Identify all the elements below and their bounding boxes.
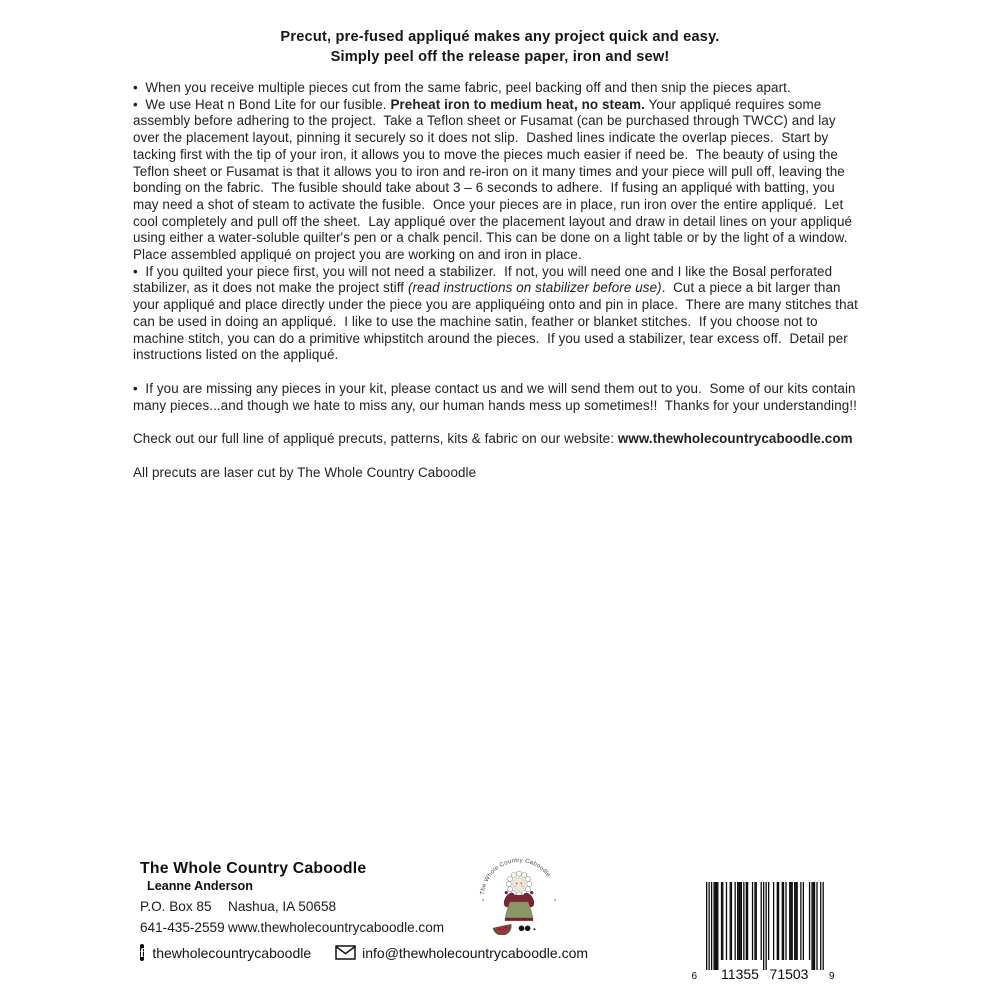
- arc-end-dot-left: [482, 899, 484, 901]
- text-segment: • We use Heat n Bond Lite for our fusible.: [133, 96, 391, 112]
- text-segment: Preheat iron to medium heat, no steam.: [390, 96, 646, 112]
- bullet-snip-pieces: [133, 80, 864, 97]
- phone-website-row: [140, 920, 500, 935]
- social-row: [140, 944, 589, 961]
- email-icon: [335, 945, 356, 960]
- doll-figure: [493, 871, 536, 935]
- website-url: www.thewholecountrycaboodle.com: [228, 920, 445, 935]
- barcode-number-system: 6: [691, 971, 697, 982]
- doll-dress: [505, 902, 533, 921]
- doll-face: [513, 878, 526, 891]
- company-logo: [477, 855, 561, 935]
- upc-barcode: [682, 882, 840, 982]
- text-segment: www.thewholecountrycaboodle.com: [617, 431, 853, 447]
- po-box: P.O. Box 85: [140, 899, 212, 914]
- text-segment: • If you quilted your piece first, you will not need a stabilizer. If not, you will need one and I like the Bosal perforated stabilizer, as it does not make the project stiff: [133, 263, 836, 296]
- bullet-missing-pieces: [133, 381, 864, 414]
- address-row: [140, 899, 500, 914]
- text-segment: Check out our full line of appliqué precuts, patterns, kits & fabric on our website:: [133, 431, 618, 447]
- text-segment: All precuts are laser cut by The Whole Country Caboodle: [133, 465, 477, 481]
- tagline-line2: Simply peel off the release paper, iron and sew!: [330, 49, 670, 65]
- text-segment: • When you receive multiple pieces cut from the same fabric, peel backing off and then snip the pieces apart.: [133, 80, 791, 95]
- barcode-left-digits: 11355: [721, 966, 759, 982]
- doll-shoe-right: [525, 926, 531, 932]
- laser-cut-line: [133, 465, 864, 482]
- bullet-fusible-instructions: [133, 97, 864, 264]
- instructions-text: [133, 80, 864, 482]
- logo-arc-text: The Whole Country Caboodle: [479, 856, 552, 896]
- phone-number: 641-435-2559: [140, 920, 225, 935]
- arc-end-dot-right: [554, 899, 556, 901]
- text-segment: • If you are missing any pieces in your kit, please contact us and we will send them out to you. Some of our kits contain many pieces...and though we hate to miss any, our human hands mess up sometimes!! Thanks for your understanding!!: [133, 380, 860, 413]
- dot-accent: [534, 928, 536, 930]
- contact-block: [140, 860, 589, 961]
- email-address: info@thewholecountrycaboodle.com: [362, 944, 589, 961]
- text-segment: Your appliqué requires some assembly before adhering to the project. Take a Teflon sheet or Fusamat (can be purchased through TWCC) and lay over the placement layout, pinning it securely so it does not slip. Dashed lines indicate the overlap pieces. Start by tacking first with the tip of your iron, it allows you to move the pieces much easier if need be. The beauty of using the Teflon sheet or Fusamat is that it allows you to iron and re-iron on it many times and your piece will pull off, leaving the bonding on the fabric. The fusible should take about 3 – 6 seconds to adhere. If fusing an appliqué with batting, you may need a shot of steam to activate the fusible. Once your pieces are in place, run iron over the entire appliqué. Let cool completely and pull off the sheet. Lay appliqué over the placement layout and draw in detail lines on your appliqué using either a water-soluble quilter's pen or a chalk pencil. This can be done on a light table or by the light of a window. Place assembled appliqué on project you are working on and iron in place.: [133, 96, 856, 263]
- website-promo-line: [133, 431, 864, 448]
- barcode-right-digits: 71503: [769, 966, 809, 982]
- owner-name: Leanne Anderson: [147, 879, 253, 893]
- facebook-icon: f: [140, 944, 145, 960]
- city-state-zip: Nashua, IA 50658: [228, 899, 337, 914]
- social-handle: thewholecountrycaboodle: [152, 944, 312, 961]
- watermelon-icon: [493, 924, 514, 935]
- barcode-bars: [706, 882, 824, 970]
- tagline-line1: Precut, pre-fused appliqué makes any project quick and easy.: [280, 29, 720, 45]
- doll-shoe-left: [519, 926, 525, 932]
- text-segment: (read instructions on stabilizer before use): [407, 280, 662, 296]
- company-name: The Whole Country Caboodle: [140, 860, 367, 877]
- barcode-check-digit: 9: [829, 971, 835, 982]
- bullet-stabilizer: [133, 264, 864, 364]
- header-tagline: [0, 27, 1000, 67]
- text-segment: . Cut a piece a bit larger than your appliqué and place directly under the piece you are appliquéing onto and pin in place. There are many stitches that can be used in doing an appliqué. I like to use the machine satin, feather or blanket stitches. If you choose not to machine stitch, you can do a primitive whipstitch around the pieces. If you used a stabilizer, tear excess off. Detail per instructions listed on the appliqué.: [133, 280, 862, 363]
